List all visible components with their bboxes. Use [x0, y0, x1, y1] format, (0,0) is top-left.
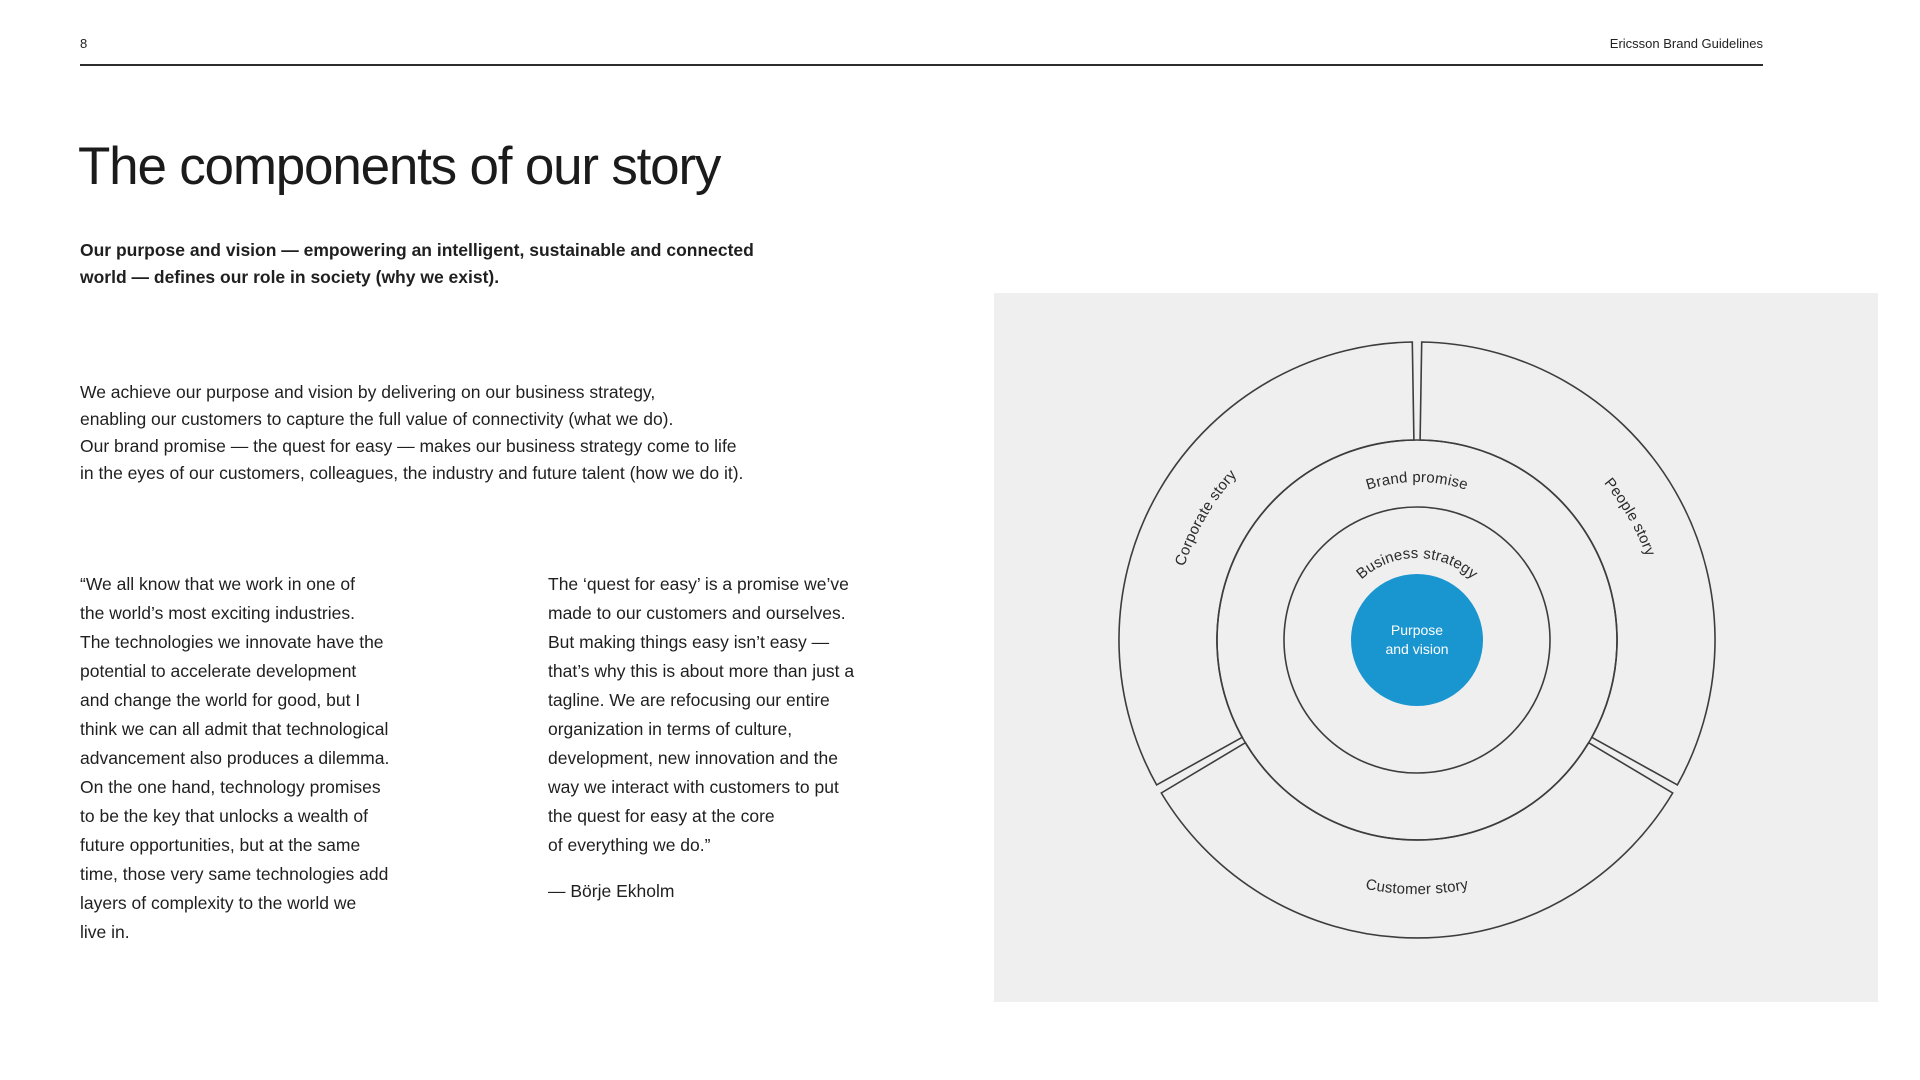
people-story-label: People story	[1600, 474, 1659, 559]
quote-line: tagline. We are refocusing our entire	[548, 690, 830, 710]
quote-line: On the one hand, technology promises	[80, 777, 381, 797]
quote-line: made to our customers and ourselves.	[548, 603, 846, 623]
quote-line: way we interact with customers to put	[548, 777, 839, 797]
intro-paragraph	[80, 237, 754, 291]
quote-line: live in.	[80, 922, 130, 942]
header-rule	[80, 64, 1763, 66]
quote-line: The technologies we innovate have the	[80, 632, 384, 652]
story-components-diagram	[994, 293, 1878, 1002]
business-strategy-label: Business strategy	[1353, 544, 1481, 583]
quote-line: But making things easy isn’t easy —	[548, 632, 830, 652]
quote-line: The ‘quest for easy’ is a promise we’ve	[548, 574, 849, 594]
quote-line: “We all know that we work in one of	[80, 574, 355, 594]
document-title: Ericsson Brand Guidelines	[1609, 36, 1763, 51]
quote-line: of everything we do.”	[548, 835, 711, 855]
quote-line: layers of complexity to the world we	[80, 893, 357, 913]
quote-line: the world’s most exciting industries.	[80, 603, 355, 623]
quote-line: time, those very same technologies add	[80, 864, 389, 884]
quote-line: organization in terms of culture,	[548, 719, 793, 739]
quote-line: advancement also produces a dilemma.	[80, 748, 390, 768]
quote-attribution: — Börje Ekholm	[548, 881, 675, 901]
body-line: enabling our customers to capture the full value of connectivity (what we do).	[80, 409, 674, 429]
intro-line: world — defines our role in society (why we exist).	[80, 267, 500, 287]
page-number: 8	[80, 36, 88, 51]
page-title: The components of our story	[78, 136, 721, 196]
quote-column-2	[548, 570, 854, 906]
intro-line: Our purpose and vision — empowering an intelligent, sustainable and connected	[80, 240, 754, 260]
purpose-vision-circle	[1351, 574, 1483, 706]
brand-promise-label: Brand promise	[1364, 468, 1471, 494]
quote-line: the quest for easy at the core	[548, 806, 775, 826]
body-line: in the eyes of our customers, colleagues, the industry and future talent (how we do it).	[80, 463, 744, 483]
quote-line: think we can all admit that technological	[80, 719, 389, 739]
customer-story-segment	[1161, 743, 1672, 938]
quote-column-1	[80, 570, 389, 947]
body-line: We achieve our purpose and vision by delivering on our business strategy,	[80, 382, 656, 402]
diagram-panel	[994, 293, 1878, 1002]
body-paragraph	[80, 379, 743, 487]
center-label-line2: and vision	[1385, 641, 1449, 657]
quote-line: potential to accelerate development	[80, 661, 357, 681]
quote-line: future opportunities, but at the same	[80, 835, 361, 855]
quote-line: that’s why this is about more than just a	[548, 661, 855, 681]
center-label-line1: Purpose	[1390, 622, 1444, 638]
body-line: Our brand promise — the quest for easy — makes our business strategy come to life	[80, 436, 737, 456]
quote-line: development, new innovation and the	[548, 748, 838, 768]
quote-line: to be the key that unlocks a wealth of	[80, 806, 368, 826]
customer-story-label: Customer story	[1364, 875, 1470, 899]
corporate-story-label: Corporate story	[1171, 466, 1241, 568]
quote-line: and change the world for good, but I	[80, 690, 361, 710]
